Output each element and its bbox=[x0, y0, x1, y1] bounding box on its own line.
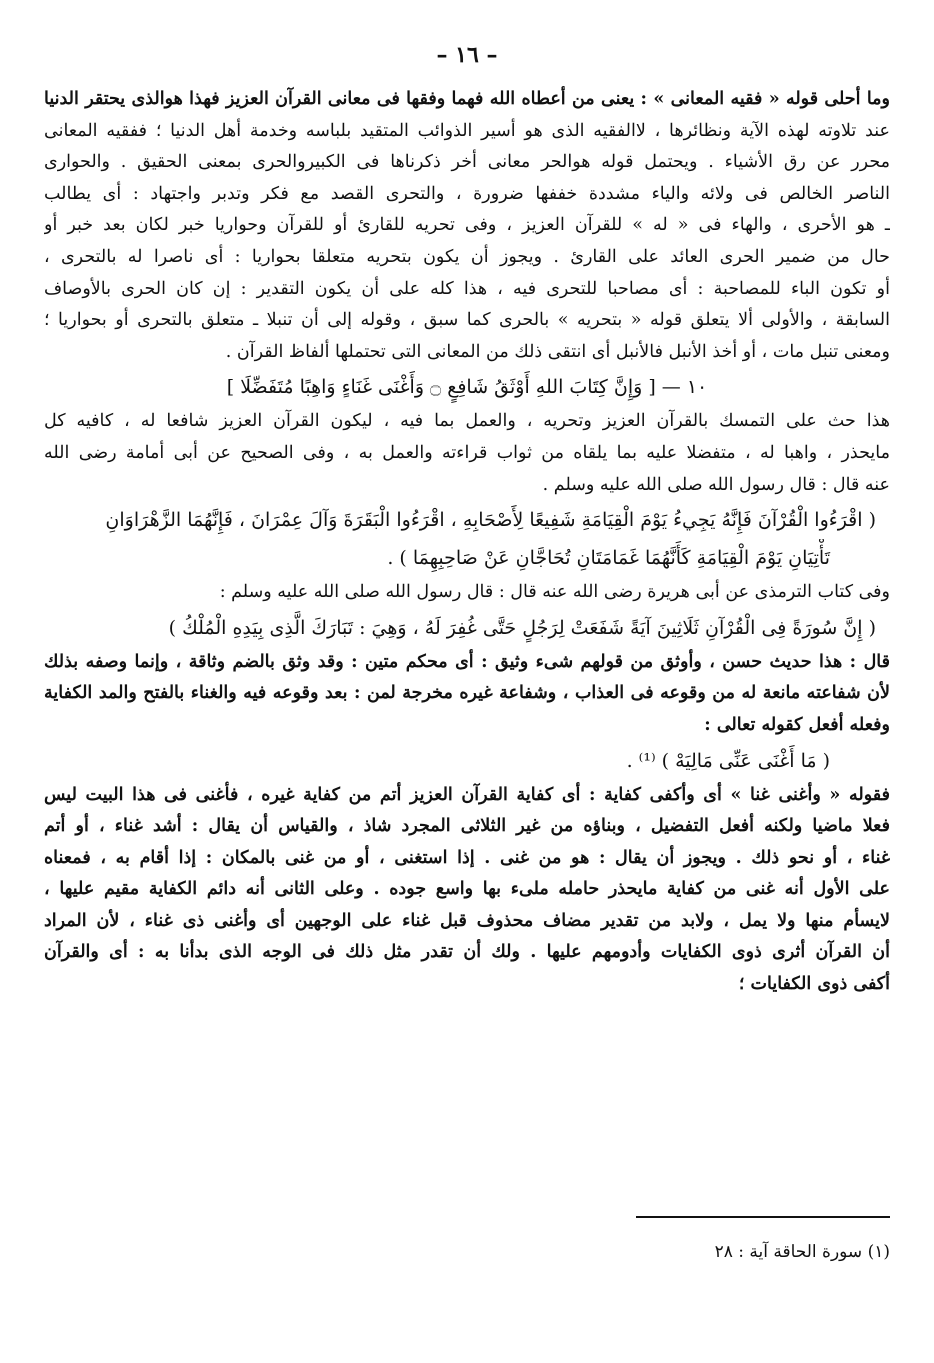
text-line: ومعنى تنبل مات ، أو أخذ الأنبل فالأنبل أى انتقى ذلك من المعانى التى تحتملها ألفاظ القرآن . bbox=[225, 341, 890, 362]
hadith-line: ( اقْرَءُوا الْقُرْآنَ فَإِنَّهُ يَجِيءُ يَوْمَ الْقِيَامَةِ شَفِيعًا لِأَصْحَابِهِ ، اقْرَءُوا الْبَقَرَةَ وَآلَ عِمْرَانَ ، فَإِنَّهُمَا الزَّهْرَاوَانِ bbox=[105, 509, 876, 532]
document-page bbox=[44, 40, 890, 1340]
text-line: وفى كتاب الترمذى عن أبى هريرة رضى الله عنه قال : قال رسول الله صلى الله عليه وسلم : bbox=[219, 582, 890, 603]
text-line: الناصر الخالص فى ولائه والياء مشددة خففها ضرورة ، والتحرى القصد مع فكر وتدبر واجتهاد : أى يطالب bbox=[44, 183, 890, 204]
text-line: أو تكون الباء للمصاحبة : أى مصاحبا للتحرى فيه ، هذا كله على أن يكون التقدير : إن كان الحرى بالأوصاف bbox=[44, 278, 890, 299]
text-line: وفعله أفعل كقوله تعالى : bbox=[704, 714, 890, 735]
text-line: السابقة ، والأولى ألا يتعلق قوله « بتحريه » بالحرى كما سبق ، وقوله إلى أن تنبلا ـ متعلق بالتحرى أو بحواريا ؛ bbox=[44, 310, 890, 331]
text-line: أن القرآن أثرى ذوى الكفايات وأدومهم عليها . ولك أن تقدر مثل ذلك فى الوجه الذى بدأنا به : أى والقرآن bbox=[44, 942, 890, 963]
footnote-divider bbox=[636, 1216, 890, 1218]
hadith-line: تَأْتِيَانِ يَوْمَ الْقِيَامَةِ كَأَنَّهُمَا غَمَامَتَانِ تُحَاجَّانِ عَنْ صَاحِبِهِمَا ) . bbox=[387, 547, 830, 570]
text-line: فعلا ماضيا ولكنه أفعل التفضيل ، وبناؤه من غير الثلاثى المجرد شاذ ، والقياس أن يقال : أشد غناء ، أو أتم bbox=[44, 816, 890, 837]
text-line: على الأول أنه غنى من كفاية مايحذر حامله ملىء بها واسع جوده . وعلى الثانى أنه دائم الكفاية مقيم عليها ، bbox=[44, 879, 890, 900]
text-line: قال : هذا حديث حسن ، وأوثق من قولهم شىء وثيق : أى محكم متين : وقد وثق بالضم وثاقة ، وإنما وصفه بذلك bbox=[44, 651, 890, 672]
text-line: عند تلاوته لهذه الآية ونظائرها ، لاالفقيه الذى هو أسير الذوائب المتقيد بلباسه وخدمة أهل الدنيا ؛ ففقيه المعانى bbox=[44, 120, 890, 141]
hadith-quote-1 bbox=[44, 501, 890, 577]
text-line: هذا حث على التمسك بالقرآن العزيز وتحريه ، والعمل بما فيه ، ليكون القرآن العزيز شافعا له ، كافيه كل bbox=[44, 411, 890, 432]
text-line: وما أحلى قوله « فقيه المعانى » : يعنى من أعطاه الله فهما وفقها فى معانى القرآن العزيز فهذا هوالذى يحتقر الدنيا bbox=[44, 89, 890, 109]
text-line: فقوله « وأغنى غنا » أى وأكفى كفاية : أى كفاية القرآن العزيز أتم من كفاية غيره ، فأغنى فى هذا البيت ليس bbox=[44, 784, 890, 805]
text-line: حال من ضمير الحرى العائد على القارئ . ويجوز أن يكون بتحريه متعلقا بحواريا : أى ناصرا له بالتحرى ، bbox=[44, 246, 890, 267]
text-line: غناء ، أو نحو ذلك . ويجوز أن يقال : هو من غنى . إذا استغنى ، أو من غنى بالمكان : إذا أقام به ، فمعناه bbox=[44, 847, 890, 868]
commentary-paragraph-4 bbox=[44, 780, 890, 1001]
commentary-paragraph-3 bbox=[44, 647, 890, 742]
footnote: (١) سورة الحاقة آية : ٢٨ bbox=[714, 1242, 890, 1262]
page-number: – ١٦ – bbox=[436, 42, 498, 68]
text-line: ـ هو الأحرى ، والهاء فى « له » للقرآن العزيز ، وفى تحريه للقارئ أو للقرآن وحواريا خبر لكان بعد خبر أو bbox=[44, 215, 890, 236]
quran-quote: ( مَا أَغْنَى عَنِّى مَالِيَهْ ) ⁽¹⁾ . bbox=[626, 749, 830, 772]
text-line: لأن شفاعته مانعة له من وقوعه فى العذاب ، وشفاعة غيره مخرجة لمن : بعد وقوعه فيه والغناء بالفتح والمد الكفاية bbox=[44, 683, 890, 704]
commentary-paragraph-1 bbox=[44, 84, 890, 368]
text-line: مايحذر ، واهبا له ، متفضلا عليه بما يلقاه من ثواب قراءته والعمل به ، وفى الصحيح عن أبى أمامة رضى الله bbox=[44, 442, 890, 463]
hadith-quote-2: ( إِنَّ سُورَةً فِى الْقُرْآنِ ثَلَاثِينَ آيَةً شَفَعَتْ لِرَجُلٍ حَتَّى غُفِرَ لَهُ ، وَهِيَ : تَبَارَكَ الَّذِى بِيَدِهِ الْمُلْكُ ) bbox=[168, 616, 876, 639]
poem-verse-10: ١٠ — [ وَإِنَّ كِتَابَ اللهِ أَوْثَقُ شَافِعٍ ۝ وَأَغْنَى غَنَاءٍ وَاهِبًا مُتَفَضِّلَا ] bbox=[226, 376, 708, 399]
text-line: أكفى ذوى الكفايات ؛ bbox=[738, 974, 890, 995]
text-line: محرر عن رق الأشياء . ويحتمل قوله هوالحر معانى أخر ذكرناها فى الكبيروالحرى بمعنى الحقيق . والحوارى bbox=[44, 152, 890, 173]
text-line: لايسأم منها ولا يمل ، ولابد من تقدير مضاف محذوف قبل غناء على الوجهين أى وأغنى ذى غناء ، لأن المراد bbox=[44, 910, 890, 931]
commentary-paragraph-2 bbox=[44, 406, 890, 501]
text-line: عنه قال : قال رسول الله صلى الله عليه وسلم . bbox=[542, 474, 890, 495]
